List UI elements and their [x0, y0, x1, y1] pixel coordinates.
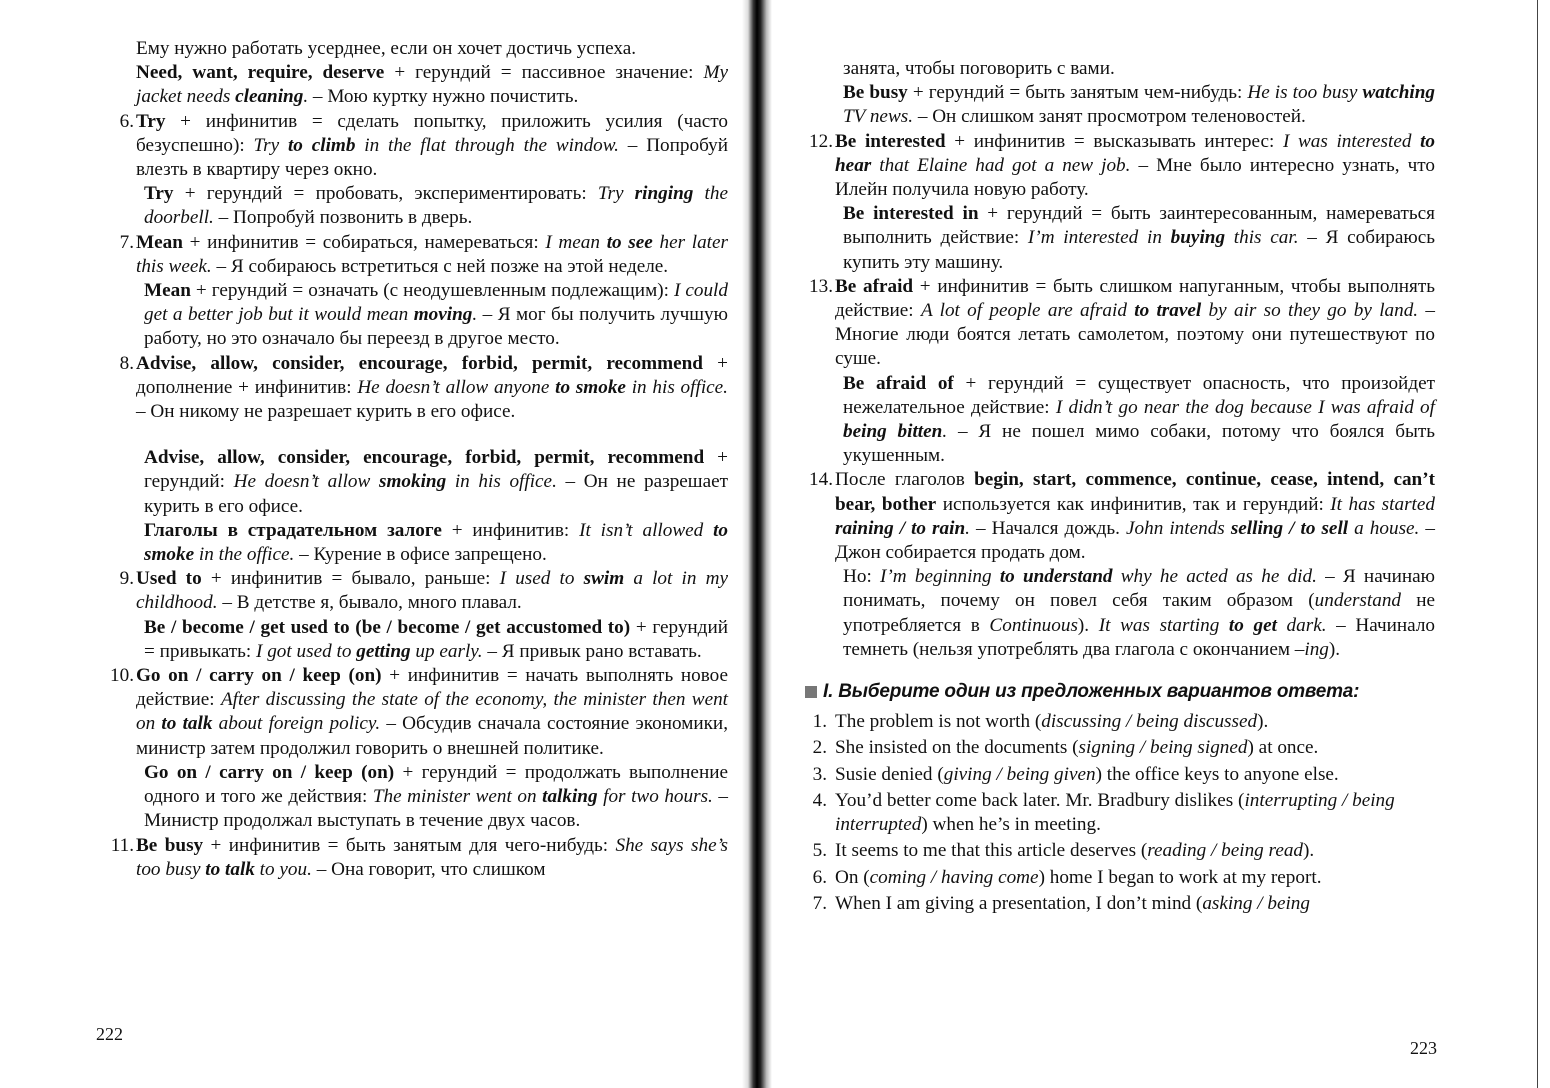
page-number-right: 223 [1410, 1038, 1437, 1058]
book-spine [742, 0, 772, 1088]
rule-item-10: 10. Go on / carry on / keep (on) + инфинитив = начать выполнять новое действие: After discussing the state of the economy, the minister then went on to talk about foreign policy. – Обсудив сначала состояние экономики, министр затем продолжил говорить о внешней политике. [110, 665, 729, 759]
exercise-item: 6. On (coming / having come) home I began to work at my report. [812, 866, 1322, 888]
need-rule: Need, want, require, deserve + герундий = пассивное значение: My jacket needs cleaning. – Мою куртку нужно почистить. [136, 62, 728, 108]
rule-sub-but: Но: I’m beginning to understand why he acted as he did. – Я начинаю понимать, почему он повел себя таким образом (understand не употребляется в Continuous). It was starting to get dark. – Начинало темнеть (нельзя употреблять два глагола с окончанием –ing). [843, 566, 1436, 660]
right-page [775, 0, 1550, 1088]
continued-line: занята, чтобы поговорить с вами. [843, 58, 1115, 79]
exercise-item: 1. The problem is not worth (discussing / being discussed). [812, 711, 1269, 733]
exercise-item: 5. It seems to me that this article deserves (reading / being read). [812, 840, 1315, 862]
exercise-item: 2. She insisted on the documents (signing / being signed) at once. [812, 737, 1319, 759]
intro-line: Ему нужно работать усерднее, если он хочет достичь успеха. [136, 38, 637, 59]
rule-sub-busy: Be busy + герундий = быть занятым чем-нибудь: He is too busy watching TV news. – Он слишком занят просмотром теленовостей. [843, 82, 1435, 128]
left-column [106, 37, 728, 882]
rule-sub-try: Try + герундий = пробовать, экспериментировать: Try ringing the doorbell. – Попробуй позвонить в дверь. [144, 183, 728, 229]
rule-item-8: 8. Advise, allow, consider, encourage, forbid, permit, recommend + дополнение + инфинитив: He doesn’t allow anyone to smoke in his office. – Он никому не разрешает курить в его офисе. [119, 352, 728, 423]
rule-item-13: 13. Be afraid + инфинитив = быть слишком напуганным, чтобы выполнять действие: A lot of people are afraid to travel by air so they go by land. – Многие люди боятся летать самолетом, поэтому они путешествуют по суше. [809, 275, 1436, 370]
rule-item-12: 12. Be interested + инфинитив = высказывать интерес: I was interested to hear that Elaine had got a new job. – Мне было интересно узнать, что Илейн получила новую работу. [809, 130, 1436, 201]
exercise-item: 4. You’d better come back later. Mr. Bradbury dislikes (interrupting / being interrupted) when he’s in meeting. [812, 789, 1395, 836]
rule-item-14: 14. После глаголов begin, start, commence, continue, cease, intend, can’t bear, bother используется как инфинитив, так и герундий: It has started raining / to rain. – Начался дождь. John intends selling / to sell a house. – Джон собирается продать дом. [809, 469, 1436, 564]
rule-item-9: 9. Used to + инфинитив = бывало, раньше: I used to swim a lot in my childhood. – В детстве я, бывало, много плавал. [119, 568, 728, 614]
rule-item-7: 7. Mean + инфинитив = собираться, намереваться: I mean to see her later this week. – Я собираюсь встретиться с ней позже на этой неделе. [119, 231, 728, 277]
rule-item-11: 11. Be busy + инфинитив = быть занятым для чего-нибудь: She says she’s too busy to talk to you. – Она говорит, что слишком [110, 834, 728, 880]
rule-sub-mean: Mean + герундий = означать (с неодушевленным подлежащим): I could get a better job but it would mean moving. – Я мог бы получить лучшую работу, но это означало бы переезд в другое место. [144, 280, 728, 350]
rule-item-6: 6. Try + инфинитив = сделать попытку, приложить усилия (часто безуспешно): Try to climb in the flat through the window. – Попробуй влезть в квартиру через окно. [119, 110, 728, 181]
rule-sub-afraid: Be afraid of + герундий = существует опасность, что произойдет нежелательное действие: I didn’t go near the dog because I was afraid of being bitten. – Я не пошел мимо собаки, потому что боялся быть укушенным. [843, 372, 1435, 467]
exercise-item: 7. When I am giving a presentation, I don’t mind (asking / being [812, 892, 1310, 914]
rule-sub-interested: Be interested in + герундий = быть заинтересованным, намереваться выполнить действие: I’m interested in buying this car. – Я собираюсь купить эту машину. [843, 203, 1436, 273]
page-number-left: 222 [96, 1024, 123, 1044]
rule-sub-used: Be / become / get used to (be / become / get accustomed to) + герундий = привыкать: I got used to getting up early. – Я привык рано вставать. [144, 616, 728, 662]
rule-sub-passive: Глаголы в страдательном залоге + инфинитив: It isn’t allowed to smoke in the office. – Курение в офисе запрещено. [144, 519, 729, 566]
left-page [0, 0, 760, 1088]
exercise-marker-icon [805, 686, 817, 698]
rule-sub-goon: Go on / carry on / keep (on) + герундий = продолжать выполнение одного и того же действия: The minister went on talking for two hours. – Министр продолжал выступать в течение двух часов. [144, 761, 728, 832]
exercise-title: I. Выберите один из предложенных вариантов ответа: [805, 680, 1435, 704]
spacer [106, 424, 728, 446]
exercise-item: 3. Susie denied (giving / being given) the office keys to anyone else. [812, 763, 1339, 785]
rule-sub-advise: Advise, allow, consider, encourage, forbid, permit, recommend + герундий: He doesn’t allow smoking in his office. – Он не разрешает курить в его офисе. [144, 447, 729, 517]
page-edge-line [1537, 0, 1538, 1088]
right-column [805, 57, 1435, 918]
